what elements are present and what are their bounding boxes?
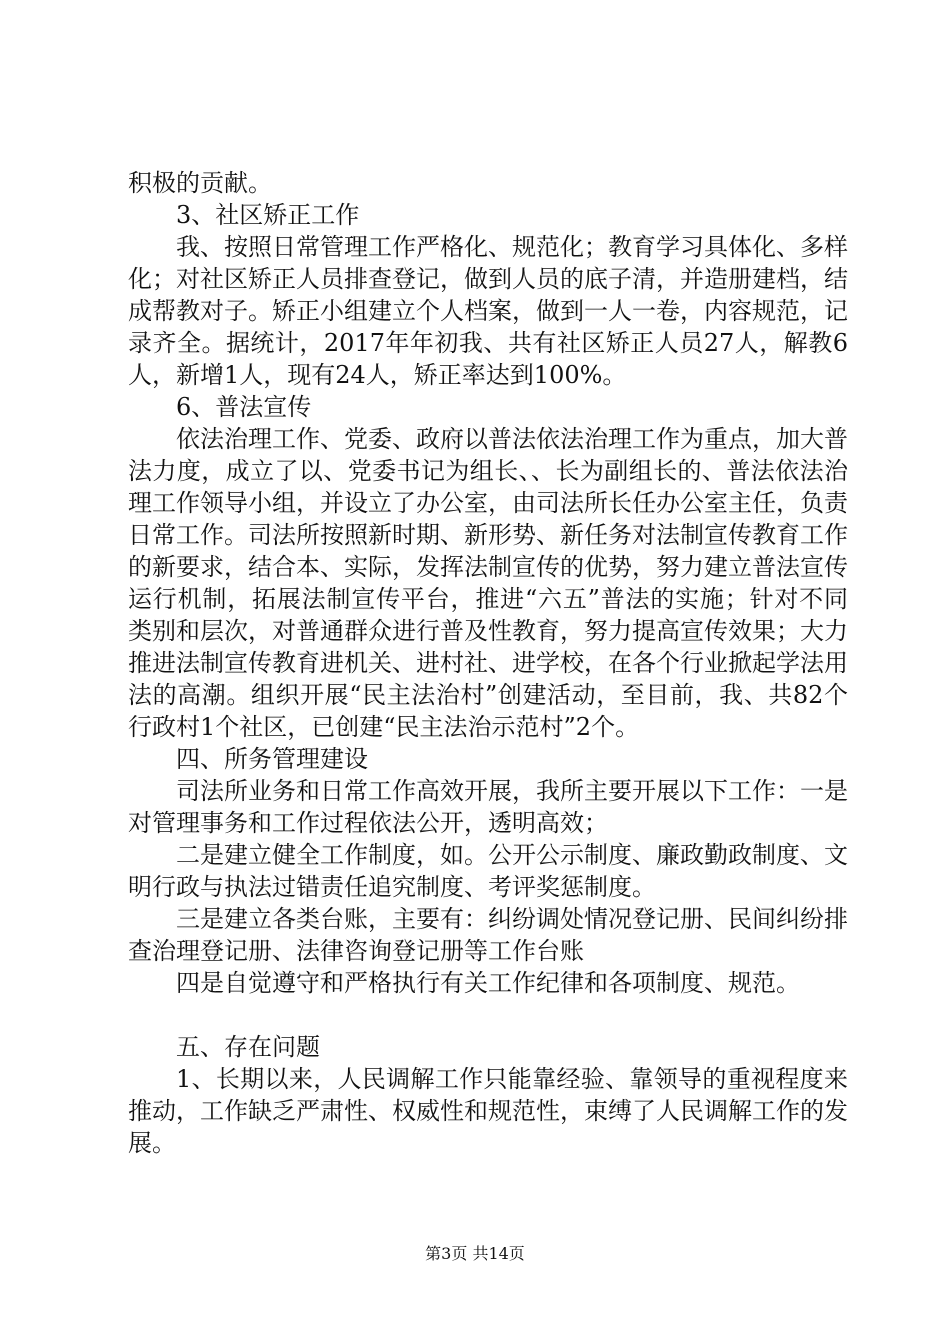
- page-footer: 第3页 共14页: [425, 1244, 525, 1263]
- paragraph-existing-problems-1: 1、长期以来，人民调解工作只能靠经验、靠领导的重视程度来推动，工作缺乏严肃性、权威性和规范性，束缚了人民调解工作的发展。: [128, 1065, 848, 1157]
- paragraph-office-management-1: 司法所业务和日常工作高效开展，我所主要开展以下工作：一是对管理事务和工作过程依法公开，透明高效；: [128, 777, 848, 837]
- paragraph-office-management-2: 二是建立健全工作制度，如。公开公示制度、廉政勤政制度、文明行政与执法过错责任追究制度、考评奖惩制度。: [128, 841, 848, 901]
- blank-line: [128, 999, 848, 1031]
- heading-office-management: 四、所务管理建设: [176, 745, 368, 773]
- paragraph-community-correction: 我、按照日常管理工作严格化、规范化；教育学习具体化、多样化；对社区矫正人员排查登记，做到人员的底子清，并造册建档，结成帮教对子。矫正小组建立个人档案，做到一人一卷，内容规范，记录齐全。据统计，2017年年初我、共有社区矫正人员27人，解教6人，新增1人，现有24人，矫正率达到100%。: [128, 233, 848, 389]
- paragraph-legal-publicity: 依法治理工作、党委、政府以普法依法治理工作为重点，加大普法力度，成立了以、党委书记为组长、、长为副组长的、普法依法治理工作领导小组，并设立了办公室，由司法所长任办公室主任，负责日常工作。司法所按照新时期、新形势、新任务对法制宣传教育工作的新要求，结合本、实际，发挥法制宣传的优势，努力建立普法宣传运行机制，拓展法制宣传平台，推进“六五”普法的实施；针对不同类别和层次，对普通群众进行普及性教育，努力提高宣传效果；大力推进法制宣传教育进机关、进村社、进学校，在各个行业掀起学法用法的高潮。组织开展“民主法治村”创建活动，至目前，我、共82个行政村1个社区，已创建“民主法治示范村”2个。: [128, 425, 848, 741]
- paragraph-1: 积极的贡献。: [128, 169, 272, 197]
- paragraph-office-management-4: 四是自觉遵守和严格执行有关工作纪律和各项制度、规范。: [176, 969, 800, 997]
- paragraph-office-management-3: 三是建立各类台账，主要有：纠纷调处情况登记册、民间纠纷排查治理登记册、法律咨询登记册等工作台账: [128, 905, 848, 965]
- heading-community-correction: 3、社区矫正工作: [176, 201, 360, 229]
- heading-existing-problems: 五、存在问题: [176, 1033, 320, 1061]
- heading-legal-publicity: 6、普法宣传: [176, 393, 312, 421]
- document-body: [128, 167, 848, 1159]
